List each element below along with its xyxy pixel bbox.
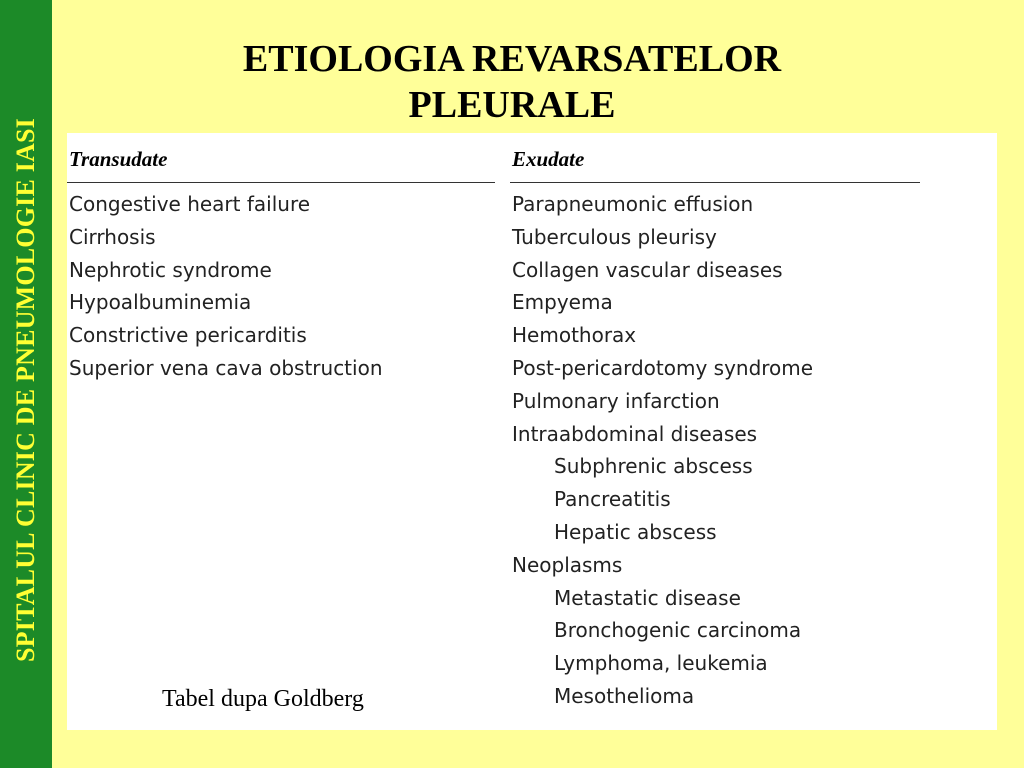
list-subitem: Bronchogenic carcinoma [554,618,802,643]
transudate-list [69,188,383,385]
list-item: Tuberculous pleurisy [512,224,717,249]
list-item: Empyema [512,290,613,315]
list-item: Post-pericardotomy syndrome [512,355,814,380]
list-item: Superior vena cava obstruction [69,355,383,380]
title-line-1: ETIOLOGIA REVARSATELOR [242,38,782,80]
page-title [52,36,972,128]
transudate-header: Transudate [69,147,168,171]
list-subitem: Subphrenic abscess [554,454,753,479]
list-item: Congestive heart failure [69,192,311,216]
list-item: Collagen vascular diseases [512,257,783,282]
etiology-table [67,133,997,730]
list-item: Cirrhosis [69,224,156,249]
exudate-divider [510,182,920,183]
title-line-2: PLEURALE [408,84,616,126]
exudate-header: Exudate [512,147,585,171]
list-subitem: Hepatic abscess [554,519,717,544]
sidebar-banner [0,0,52,768]
exudate-list [512,188,813,713]
list-item: Parapneumonic effusion [512,192,754,216]
list-item: Hemothorax [512,323,637,348]
list-item: Hypoalbuminemia [69,290,252,315]
list-subitem: Mesothelioma [554,683,695,708]
list-item: Constrictive pericarditis [69,323,307,348]
list-item: Neoplasms [512,552,623,577]
list-item: Pulmonary infarction [512,388,720,413]
list-item: Intraabdominal diseases [512,421,758,446]
list-subitem: Lymphoma, leukemia [554,651,768,676]
list-subitem: Pancreatitis [554,487,671,512]
list-subitem: Metastatic disease [554,585,741,610]
hospital-name: SPITALUL CLINIC DE PNEUMOLOGIE IASI [11,118,40,662]
list-item: Nephrotic syndrome [69,257,272,282]
source-caption: Tabel dupa Goldberg [162,686,364,712]
transudate-divider [67,182,495,183]
